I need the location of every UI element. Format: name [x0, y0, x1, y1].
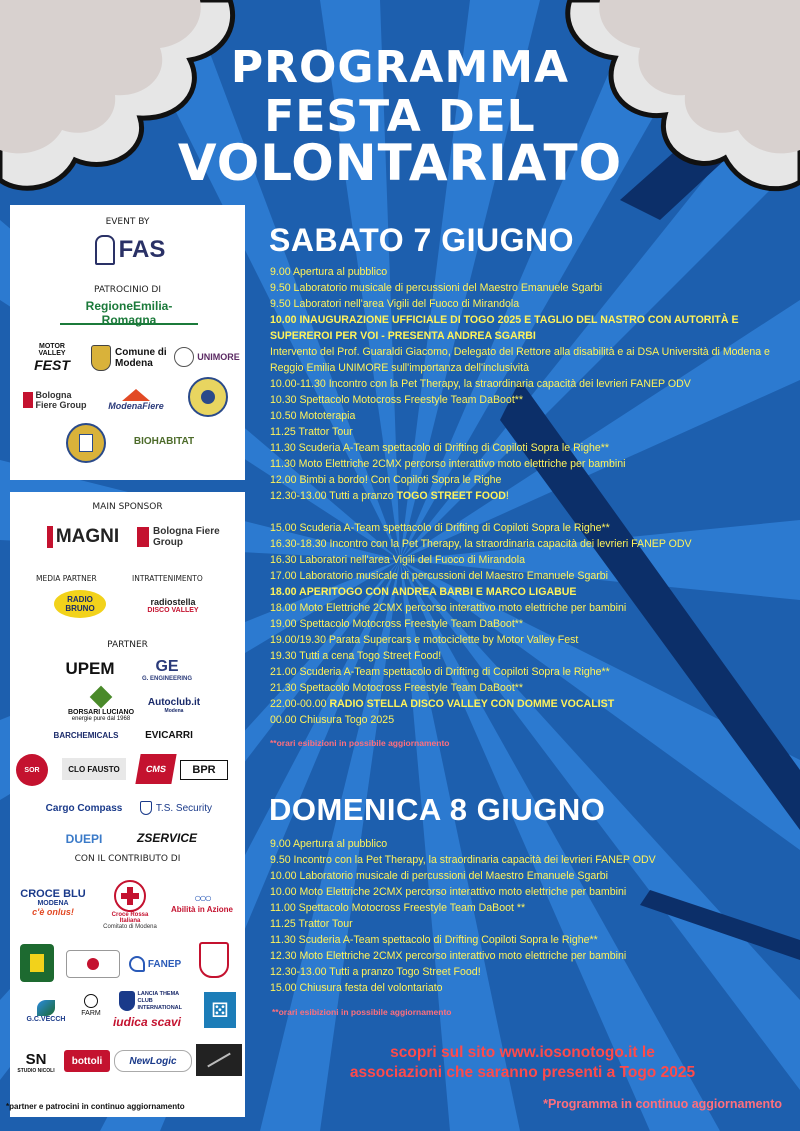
- title-line-3: VOLONTARIATO: [177, 134, 623, 192]
- autoclub-text: Autoclub.it: [147, 696, 201, 708]
- sponsor-panel-bottom: [10, 492, 245, 1117]
- sat-radio-item: [270, 696, 790, 712]
- sat-radio-title: RADIO STELLA DISCO VALLEY CON DOMME VOCALIST: [329, 698, 615, 710]
- ge-text: GE: [155, 658, 179, 675]
- sat-item: 11.30 Scuderia A-Team spettacolo di Drifting di Copiloti Sopra le Righe**: [270, 442, 609, 454]
- ts-security-shield-icon: [140, 801, 152, 815]
- duepi-text: DUEPI: [65, 832, 103, 846]
- partner-label: PARTNER: [107, 640, 148, 650]
- sun-item: 12.30 Moto Elettriche 2CMX percorso interattivo moto elettriche per bambini: [270, 950, 627, 962]
- evicarri-logo: [134, 728, 204, 742]
- upem-text: UPEM: [65, 659, 115, 678]
- sat-item: 10.30 Spettacolo Motocross Freestyle Team DaBoot**: [270, 394, 524, 406]
- cargo-compass-text: Cargo Compass: [45, 802, 123, 814]
- sn-text: SN: [25, 1050, 47, 1068]
- sun-item: 12.30-13.00 Tutti a pranzo Togo Street Food!: [270, 966, 481, 978]
- sat-item: 16.30 Laboratori nell'area Vigili del Fuoco di Mirandola: [270, 554, 526, 566]
- fas-logo: [80, 232, 180, 268]
- motor-valley-text: MOTOR VALLEY: [38, 343, 66, 357]
- ge-logo: [132, 656, 202, 684]
- saturday-note: **orari esibizioni in possibile aggiornamento: [270, 738, 450, 748]
- sunday-schedule: [270, 836, 790, 996]
- main-sponsor-label: MAIN SPONSOR: [92, 502, 163, 512]
- regione-logo-text: RegioneEmilia-Romagna: [85, 299, 173, 327]
- bologna-fiere-mark-icon: [23, 392, 33, 408]
- borsari-logo: [66, 684, 136, 726]
- ts-security-logo: [136, 798, 216, 818]
- bologna-fiere-sponsor-mark-icon: [137, 527, 149, 547]
- bpr-text: BPR: [192, 764, 216, 776]
- abilita-text: Abilità in Azione: [171, 904, 233, 914]
- sat-item: 00.00 Chiusura Togo 2025: [270, 714, 395, 726]
- sun-item: 11.00 Spettacolo Motocross Freestyle Team DaBoot **: [270, 902, 526, 914]
- green-badge-icon: [30, 954, 44, 972]
- croce-rossa-sub-text: Comitato di Modena: [103, 924, 157, 930]
- sat-inauguration-item: 10.00 INAUGURAZIONE UFFICIALE DI TOGO 2025 E TAGLIO DEL NASTRO CON AUTORITÀ E SUPEREROI PER VOI - PRESENTA ANDREA SGARBI: [270, 314, 739, 342]
- sat-item: 11.30 Moto Elettriche 2CMX percorso interattivo moto elettriche per bambini: [270, 458, 626, 470]
- sn-logo: [14, 1048, 58, 1076]
- sun-item: 11.25 Trattor Tour: [270, 918, 353, 930]
- sponsor-panel-top: [10, 205, 245, 480]
- dark-partner-icon: [207, 1053, 231, 1068]
- sat-item: 12.00 Bimbi a bordo! Con Copiloti Sopra le Righe: [270, 474, 502, 486]
- continuous-update-note: *Programma in continuo aggiornamento: [543, 1097, 782, 1111]
- cms-text: CMS: [145, 764, 167, 774]
- sun-item: 9.50 Incontro con la Pet Therapy, la straordinaria capacità dei levrieri FANEP ODV: [270, 854, 656, 866]
- comune-modena-logo: [90, 340, 170, 376]
- farm-circle-icon: [84, 994, 98, 1008]
- dice-logo: [204, 992, 236, 1028]
- croce-rossa-text: Croce Rossa Italiana: [111, 912, 149, 924]
- iudica-text: iudica scavi: [112, 1015, 182, 1029]
- unimore-logo: [172, 345, 242, 369]
- sat-aperitogo-item: 18.00 APERITOGO CON ANDREA BARBI E MARCO LIGABUE: [270, 586, 577, 598]
- sun-item: 11.30 Scuderia A-Team spettacolo di Drifting Copiloti Sopra le Righe**: [270, 934, 598, 946]
- bottoli-text: bottoli: [71, 1055, 103, 1067]
- clo-fausto-text: CLO FAUSTO: [68, 764, 120, 774]
- croce-blu-text: CROCE BLU: [20, 887, 86, 900]
- gcvecch-text: G.C.VECCH: [26, 1015, 66, 1023]
- bologna-fiere-sponsor-text: Bologna Fiere Group: [153, 526, 220, 548]
- sat-lunch-item: [270, 488, 790, 504]
- regione-logo: [60, 299, 198, 327]
- partner-footnote: *partner e patrocini in continuo aggiornamento: [6, 1102, 185, 1111]
- sat-lunch-end: !: [505, 490, 509, 502]
- newlogic-logo: [114, 1050, 192, 1072]
- iudica-scavi-logo: [106, 1012, 188, 1032]
- province-crest-icon: [79, 434, 93, 452]
- ge-sub-text: G. ENGINEERING: [141, 676, 192, 682]
- farm-text: FARM: [81, 1009, 101, 1017]
- media-partner-label: MEDIA PARTNER: [36, 574, 97, 583]
- sat-item: 9.00 Apertura al pubblico: [270, 266, 388, 278]
- comune-crest-icon: [91, 345, 111, 371]
- comune-text: Comune di Modena: [115, 347, 167, 369]
- radio-stella-logo: [138, 588, 208, 622]
- cargo-compass-logo: [42, 798, 126, 818]
- province-seal-logo: [66, 423, 106, 463]
- green-badge-logo: [20, 944, 54, 982]
- dice-icon: ⚄: [211, 999, 229, 1022]
- bologna-fiere-text: Bologna Fiere Group: [35, 390, 87, 410]
- event-by-label: EVENT BY: [105, 217, 150, 227]
- modena-fiere-text: ModenaFiere: [108, 401, 164, 411]
- borsari-text: BORSARI LUCIANO: [67, 708, 135, 716]
- sor-text: SOR: [24, 766, 40, 774]
- radio-bruno-text: RADIO BRUNO: [65, 595, 95, 613]
- radio-stella-text: radiostella: [150, 596, 196, 607]
- biohabitat-logo: [128, 431, 200, 451]
- sat-item: 18.00 Moto Elettriche 2CMX percorso interattivo moto elettriche per bambini: [270, 602, 627, 614]
- magni-text: MAGNI: [47, 526, 119, 548]
- saturday-heading: SABATO 7 GIUGNO: [269, 222, 575, 258]
- fanep-logo: [124, 952, 186, 976]
- unimore-seal-icon: [174, 347, 194, 367]
- autoclub-sub-text: Modena: [164, 707, 184, 714]
- intrattenimento-label: INTRATTENIMENTO: [132, 574, 203, 583]
- club-badge-icon: [201, 390, 215, 404]
- sat-item: 19.30 Tutti a cena Togo Street Food!: [270, 650, 442, 662]
- sat-lunch-time: 12.30-13.00 Tutti a pranzo: [270, 490, 397, 502]
- bassini-mark-icon: [87, 958, 99, 970]
- croce-rossa-logo: [102, 878, 158, 932]
- sat-radio-time: 22.00-00.00: [270, 698, 330, 710]
- sat-item: 17.00 Laboratorio musicale di percussioni del Maestro Emanuele Sgarbi: [270, 570, 609, 582]
- sat-item: 10.00-11.30 Incontro con la Pet Therapy, la straordinaria capacità dei levrieri FANEP ODV: [270, 378, 691, 390]
- bassini-logo: [66, 950, 120, 978]
- schedule-gap: [270, 504, 790, 520]
- ts-security-text: T.S. Security: [155, 802, 213, 814]
- sat-item: 21.30 Spettacolo Motocross Freestyle Team DaBoot**: [270, 682, 524, 694]
- promo-line-2: associazioni che saranno presenti a Togo 2025: [349, 1064, 696, 1081]
- gcvecch-flame-icon: [37, 1000, 55, 1016]
- croce-blu-tag-text: c'è onlus!: [32, 906, 74, 917]
- contributo-label: CON IL CONTRIBUTO DI: [74, 854, 181, 864]
- croce-blu-sub-text: MODENA: [37, 899, 69, 907]
- sat-item: 21.00 Scuderia A-Team spettacolo di Drifting di Copiloti Sopra le Righe**: [270, 666, 610, 678]
- sat-item: 15.00 Scuderia A-Team spettacolo di Drifting di Copiloti Sopra le Righe**: [270, 522, 610, 534]
- patrocinio-label: PATROCINIO DI: [94, 285, 161, 295]
- fest-text: FEST: [34, 357, 70, 373]
- promo-line-1: scopri sul sito www.iosonotogo.it le: [390, 1044, 655, 1061]
- fas-emblem-icon: [95, 235, 115, 265]
- bottoli-logo: [64, 1050, 110, 1072]
- fas-logo-text: FAS: [118, 236, 166, 263]
- dark-partner-logo: [196, 1044, 242, 1076]
- sun-item: 10.00 Laboratorio musicale di percussioni del Maestro Emanuele Sgarbi: [270, 870, 609, 882]
- zservice-text: ZSERVICE: [136, 831, 197, 845]
- magni-logo: [42, 524, 124, 550]
- sor-logo: [16, 754, 48, 786]
- sunday-note: **orari esibizioni in possibile aggiornamento: [272, 1007, 452, 1017]
- unimore-text: UNIMORE: [197, 352, 240, 362]
- biohabitat-text: BIOHABITAT: [133, 435, 195, 447]
- firefighters-crest-icon: [199, 942, 229, 978]
- sat-item: 11.25 Trattor Tour: [270, 426, 353, 438]
- firefighters-logo: [194, 938, 234, 982]
- sat-item: 9.50 Laboratorio musicale di percussioni del Maestro Emanuele Sgarbi: [270, 282, 603, 294]
- saturday-schedule: [270, 264, 790, 728]
- red-cross-icon: [114, 880, 146, 912]
- newlogic-text: NewLogic: [129, 1055, 177, 1067]
- duepi-logo: [50, 828, 118, 850]
- sn-sub-text: STUDIO NICOLI: [17, 1067, 55, 1074]
- motor-valley-fest-logo: [28, 341, 76, 375]
- sat-lunch-food: TOGO STREET FOOD: [396, 490, 506, 502]
- sat-item: 10.50 Mototerapia: [270, 410, 356, 422]
- abilita-logo: [162, 886, 242, 918]
- gcvecch-logo: [16, 996, 76, 1026]
- barchemicals-logo: [38, 728, 134, 742]
- sunday-heading: DOMENICA 8 GIUGNO: [269, 792, 606, 827]
- bologna-fiere-sponsor-logo: [134, 524, 226, 550]
- upem-logo: [62, 658, 118, 680]
- borsari-sub-text: energie pure dal 1968: [71, 715, 131, 722]
- sun-item: 15.00 Chiusura festa del volontariato: [270, 982, 443, 994]
- borsari-cube-icon: [90, 685, 113, 708]
- club-badge-logo: [188, 377, 228, 417]
- fanep-text: FANEP: [147, 958, 182, 970]
- barchemicals-text: BARCHEMICALS: [53, 730, 119, 740]
- sat-item: Intervento del Prof. Guaraldi Giacomo, Delegato del Rettore alla disabilità e ai DSA Università di Modena e Reggio Emilia UNIMORE sull'importanza dell'inclusività: [270, 346, 770, 374]
- zservice-logo: [130, 828, 204, 848]
- sat-item: 9.50 Laboratori nell'area Vigili del Fuoco di Mirandola: [270, 298, 520, 310]
- lancia-shield-icon: [119, 991, 135, 1011]
- modena-fiere-logo: [106, 385, 166, 415]
- dog-icon: [129, 956, 145, 972]
- farm-logo: [76, 988, 106, 1022]
- croce-blu-logo: [14, 876, 92, 928]
- sat-item: 19.00 Spettacolo Motocross Freestyle Team DaBoot**: [270, 618, 524, 630]
- sat-item: 19.00/19.30 Parata Supercars e motociclette by Motor Valley Fest: [270, 634, 579, 646]
- lancia-thema-text: LANCIA THEMA CLUB INTERNATIONAL: [137, 990, 183, 1011]
- autoclub-logo: [142, 694, 206, 716]
- title-line-2: FESTA DEL: [264, 91, 536, 142]
- bpr-logo: [180, 760, 228, 780]
- disco-valley-text: DISCO VALLEY: [147, 606, 199, 614]
- title-line-1: PROGRAMMA: [230, 42, 570, 93]
- sun-item: 10.00 Moto Elettriche 2CMX percorso interattivo moto elettriche per bambini: [270, 886, 627, 898]
- olympic-rings-icon: ○○○: [194, 890, 210, 905]
- evicarri-text: EVICARRI: [145, 729, 193, 741]
- cms-logo: [135, 754, 176, 784]
- radio-bruno-logo: [54, 590, 106, 618]
- sun-item: 9.00 Apertura al pubblico: [270, 838, 388, 850]
- modena-fiere-arrow-icon: [122, 389, 150, 401]
- sat-item: 16.30-18.30 Incontro con la Pet Therapy, la straordinaria capacità dei levrieri FANEP ODV: [270, 538, 692, 550]
- bologna-fiere-logo: [20, 387, 94, 413]
- clo-fausto-logo: [62, 758, 126, 780]
- lancia-thema-logo: [116, 988, 192, 1014]
